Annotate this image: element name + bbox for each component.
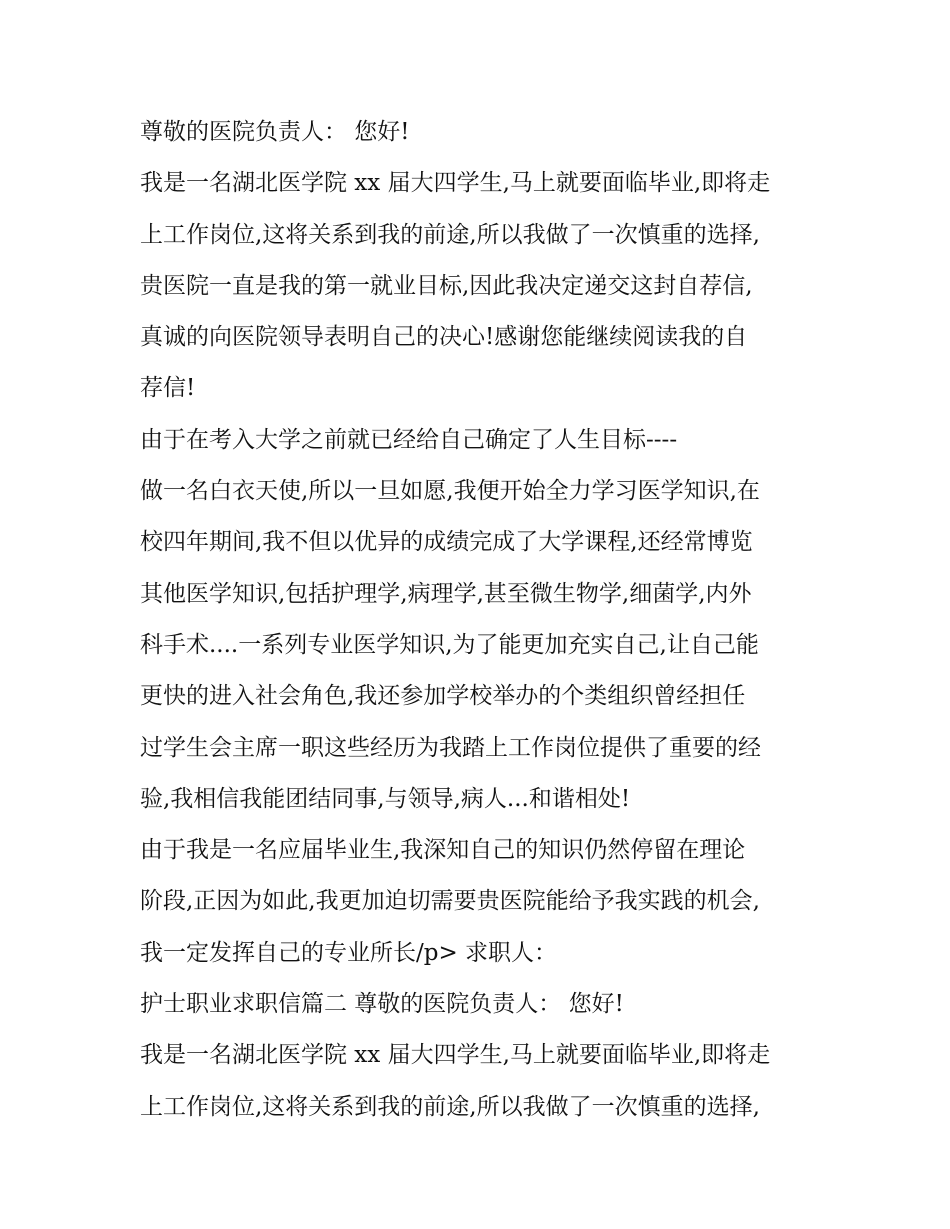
text-line: 真诚的向医院领导表明自己的决心!感谢您能继续阅读我的自 [140,324,748,351]
text-line: 上工作岗位,这将关系到我的前途,所以我做了一次慎重的选择, [140,221,760,248]
text-line: 其他医学知识,包括护理学,病理学,甚至微生物学,细菌学,内外 [140,580,752,607]
text-line: 阶段,正因为如此,我更加迫切需要贵医院能给予我实践的机会, [140,888,760,915]
text-line: 上工作岗位,这将关系到我的前途,所以我做了一次慎重的选择, [140,1093,760,1120]
text-line: 过学生会主席一职这些经历为我踏上工作岗位提供了重要的经 [140,734,761,761]
text-line-greeting: 尊敬的医院负责人： 您好! [140,119,410,145]
text-line: 贵医院一直是我的第一就业目标,因此我决定递交这封自荐信, [140,272,753,299]
text-line: 做一名白衣天使,所以一旦如愿,我便开始全力学习医学知识,在 [140,478,760,505]
text-line: 荐信! [140,375,196,402]
text-line: 由于我是一名应届毕业生,我深知自己的知识仍然停留在理论 [140,837,746,864]
text-line: 我是一名湖北医学院 xx 届大四学生,马上就要面临毕业,即将走 [140,1042,771,1069]
text-line-signature: 我一定发挥自己的专业所长/p> 求职人： [140,939,558,966]
letter-body [140,107,820,1133]
text-line: 更快的进入社会角色,我还参加学校举办的个类组织曾经担任 [140,683,746,710]
text-line: 校四年期间,我不但以优异的成绩完成了大学课程,还经常博览 [140,529,753,556]
text-line: 由于在考入大学之前就已经给自己确定了人生目标---- [140,426,678,453]
text-line: 验,我相信我能团结同事,与领导,病人...和谐相处! [140,785,631,812]
text-line: 我是一名湖北医学院 xx 届大四学生,马上就要面临毕业,即将走 [140,170,771,197]
text-line-section-heading: 护士职业求职信篇二 尊敬的医院负责人： 您好! [140,991,624,1018]
text-line: 科手术....一系列专业医学知识,为了能更加充实自己,让自己能 [140,631,759,658]
